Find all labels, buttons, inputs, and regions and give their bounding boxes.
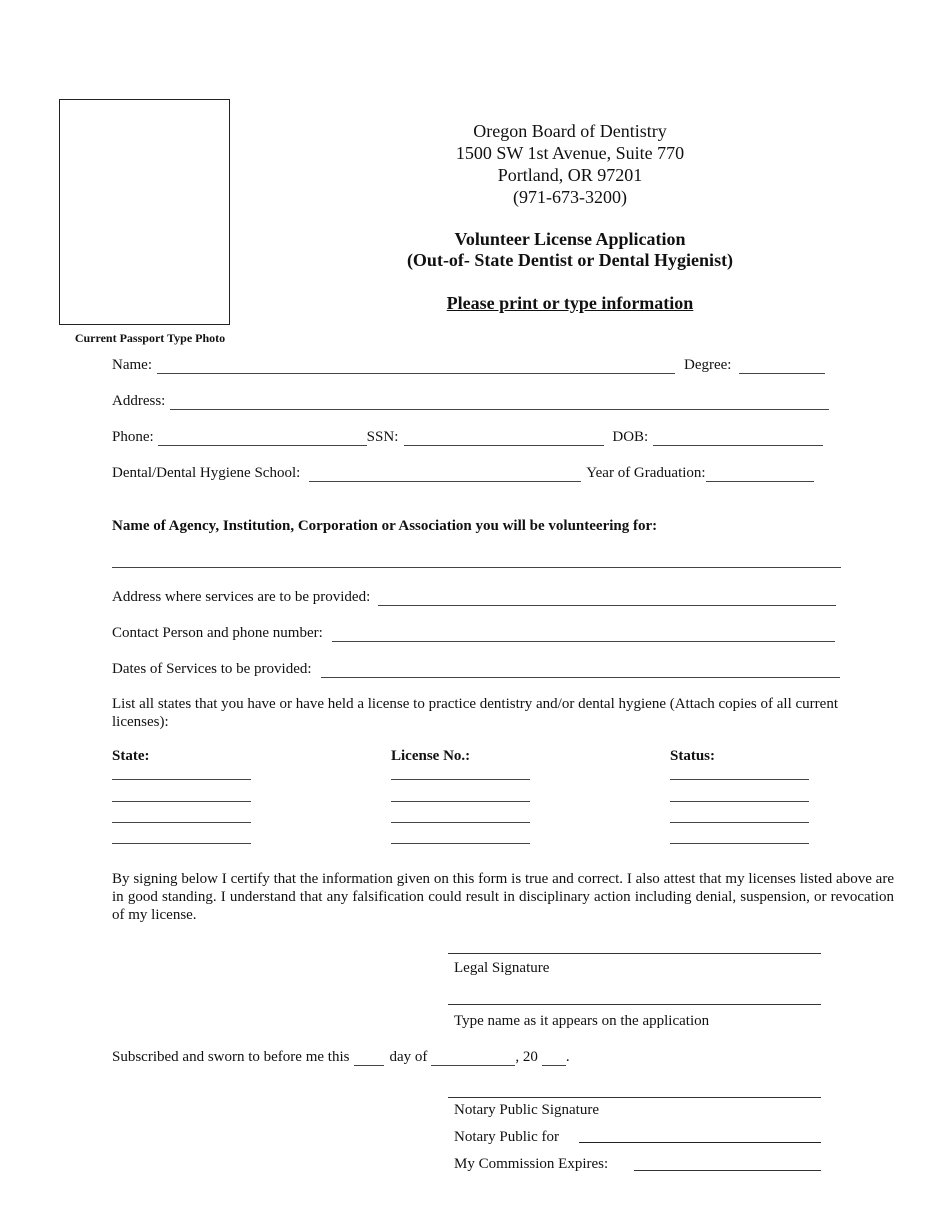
service-address-field[interactable] — [378, 591, 836, 606]
org-address-line1: 1500 SW 1st Avenue, Suite 770 — [455, 143, 685, 163]
ssn-field[interactable] — [404, 431, 604, 446]
license-no-field[interactable] — [391, 843, 530, 844]
status-field[interactable] — [670, 779, 809, 780]
phone-field[interactable] — [158, 431, 367, 446]
sworn-month-field[interactable] — [431, 1051, 515, 1066]
sworn-prefix: Subscribed and sworn to before me this — [112, 1049, 350, 1065]
sworn-year-field[interactable] — [542, 1051, 566, 1066]
agency-field[interactable] — [112, 553, 841, 568]
passport-photo-label: Current Passport Type Photo — [74, 331, 226, 345]
ssn-label: SSN: — [366, 429, 399, 445]
status-field[interactable] — [670, 843, 809, 844]
dates-label: Dates of Services to be provided: — [112, 661, 312, 677]
commission-expires-label: My Commission Expires: — [454, 1156, 609, 1172]
degree-label: Degree: — [683, 357, 732, 373]
grad-year-label: Year of Graduation: — [586, 465, 706, 481]
notary-signature-label: Notary Public Signature — [454, 1102, 599, 1118]
service-address-label: Address where services are to be provided: — [112, 589, 371, 605]
state-field[interactable] — [112, 801, 251, 802]
address-field[interactable] — [170, 395, 829, 410]
school-row — [112, 464, 814, 482]
license-instructions: List all states that you have or have held a license to practice dentistry and/or dental hygiene (Attach copies of all current licenses): — [112, 696, 838, 730]
notary-for-field[interactable] — [579, 1142, 821, 1143]
license-no-column-header: License No.: — [391, 748, 471, 764]
status-field[interactable] — [670, 801, 809, 802]
state-field[interactable] — [112, 843, 251, 844]
state-field[interactable] — [112, 779, 251, 780]
contact-row — [112, 624, 835, 642]
org-phone: (971-673-3200) — [513, 187, 627, 207]
legal-signature-field[interactable] — [448, 953, 821, 954]
agency-heading: Name of Agency, Institution, Corporation or Association you will be volunteering for: — [112, 518, 658, 534]
address-label: Address: — [112, 393, 166, 409]
legal-signature-label: Legal Signature — [454, 960, 550, 976]
name-field[interactable] — [157, 359, 675, 374]
license-no-field[interactable] — [391, 822, 530, 823]
print-notice: Please print or type information — [446, 293, 694, 313]
phone-label: Phone: — [112, 429, 154, 445]
document-header — [380, 120, 760, 314]
org-name: Oregon Board of Dentistry — [473, 121, 667, 141]
address-row — [112, 392, 829, 410]
status-field[interactable] — [670, 822, 809, 823]
state-field[interactable] — [112, 822, 251, 823]
status-column-header: Status: — [670, 748, 716, 764]
grad-year-field[interactable] — [706, 467, 814, 482]
typed-name-label: Type name as it appears on the application — [454, 1013, 710, 1029]
dates-field[interactable] — [321, 663, 840, 678]
license-no-field[interactable] — [391, 779, 530, 780]
school-label: Dental/Dental Hygiene School: — [112, 465, 301, 481]
name-label: Name: — [112, 357, 152, 373]
service-address-row — [112, 588, 836, 606]
org-address-line2: Portland, OR 97201 — [497, 165, 643, 185]
commission-expires-field[interactable] — [634, 1170, 821, 1171]
dob-field[interactable] — [653, 431, 823, 446]
notary-signature-field[interactable] — [448, 1097, 821, 1098]
notary-for-label: Notary Public for — [454, 1129, 559, 1145]
sworn-year-prefix: , 20 — [515, 1049, 538, 1065]
name-degree-row — [112, 356, 825, 374]
contact-field[interactable] — [332, 627, 835, 642]
phone-ssn-dob-row — [112, 428, 823, 446]
license-no-field[interactable] — [391, 801, 530, 802]
school-field[interactable] — [309, 467, 581, 482]
form-title: Volunteer License Application — [454, 229, 686, 249]
sworn-statement — [112, 1048, 570, 1066]
passport-photo-box — [59, 99, 230, 325]
contact-label: Contact Person and phone number: — [112, 625, 323, 641]
degree-field[interactable] — [739, 359, 825, 374]
sworn-day-of: day of — [389, 1049, 428, 1065]
dob-label: DOB: — [612, 429, 649, 445]
form-subtitle: (Out-of- State Dentist or Dental Hygienist) — [406, 250, 734, 270]
sworn-end: . — [565, 1049, 570, 1065]
state-column-header: State: — [112, 748, 150, 764]
typed-name-field[interactable] — [448, 1004, 821, 1005]
sworn-day-field[interactable] — [354, 1051, 384, 1066]
certification-text: By signing below I certify that the information given on this form is true and correct. I also attest that my licenses listed above are in good standing. I understand that any falsification could result in disciplinary action including denial, suspension, or revocation of my license. — [112, 871, 894, 923]
dates-row — [112, 660, 840, 678]
